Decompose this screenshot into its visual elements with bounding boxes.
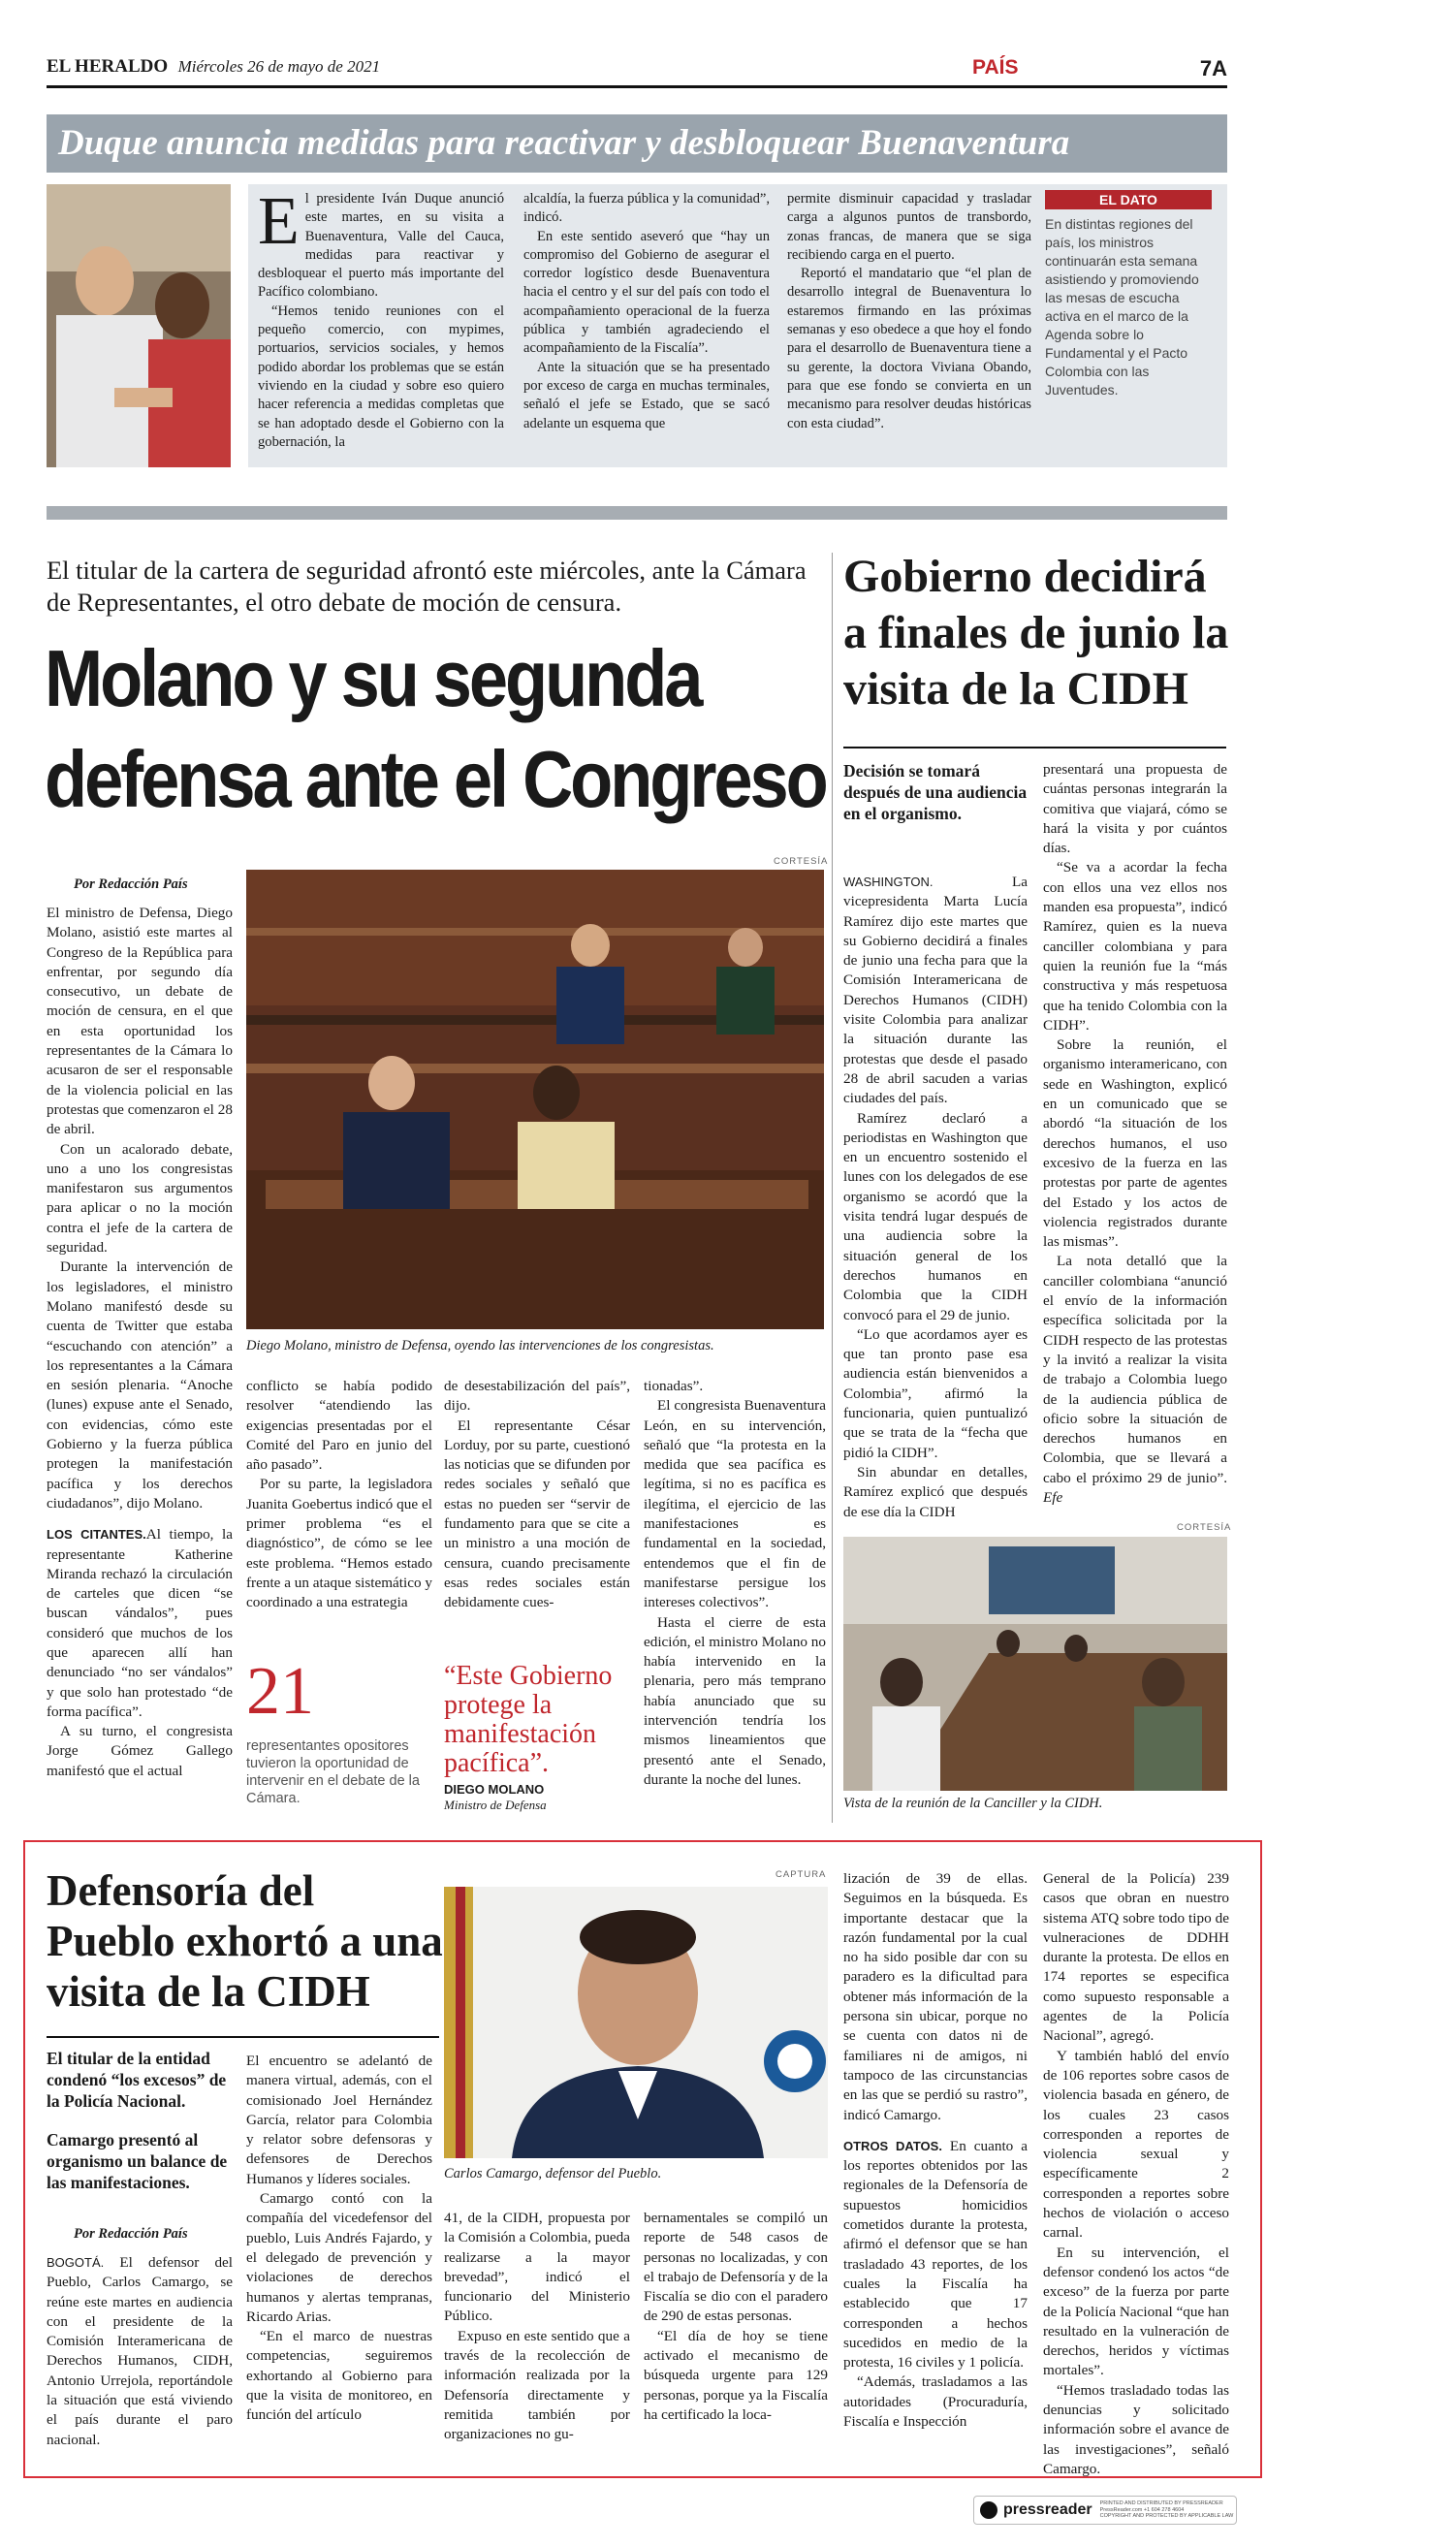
top-story-band [47, 114, 1227, 173]
bottom-col3-p2: Expuso en este sentido que a través de la recolección de información realizada por la Defensoría directamente y remitida también por organizaciones no gu- [444, 2327, 630, 2443]
drop-cap: E [258, 184, 300, 259]
main-col1-p5: A su turno, el congresista Jorge Gómez Gallego manifestó que el actual [47, 1723, 233, 1779]
cidh-meeting-photo [843, 1537, 1227, 1791]
top-col3-p1: permite disminuir capacidad y trasladar carga a algunos puntos de transbordo, zonas francas, de manera que se siga recibiendo carga en el puerto. [787, 191, 1031, 263]
main-col4 [644, 1377, 826, 1817]
top-col2-p1: alcaldía, la fuerza pública y la comunidad”, indicó. [523, 191, 770, 226]
main-col4-p3: Hasta el cierre de esta edición, el ministro Molano no había intervenido en la plenaria, pero más temprano había anunciado que su intervención tendría los mismos lineamientos que presentó ante el Senado, durante la noche del lunes. [644, 1613, 826, 1788]
pressreader-logo[interactable] [973, 2496, 1237, 2525]
main-col1-p4-wrap [47, 1525, 233, 1722]
bottom-col2 [246, 2052, 432, 2470]
main-col2-p2: Por su parte, la legisladora Juanita Goebertus indicó que el primer problema “es el diagnóstico”, de cómo se lee este problema. “Hemos estado frente a un ataque sistemático y coordinado a una estrategia [246, 1476, 432, 1611]
main-byline: Por Redacción País [74, 876, 188, 892]
main-col3-p2: El representante César Lorduy, por su parte, cuestionó las noticias que se difunden por redes sociales y señaló que estas no pueden ser “servir de fundamento para que se cite a un ministro a una moción de censura, cuando precisamente esas redes sociales están debidamente cues- [444, 1417, 630, 1611]
bottom-col5 [843, 1869, 1028, 2470]
bottom-col4-p2: “El día de hoy se tiene activado el mecanismo de búsqueda urgente para 129 personas, porque ya la Fiscalía ha certificado la loca- [644, 2327, 828, 2423]
pressreader-brand: pressreader [1003, 2501, 1092, 2518]
top-story-col1 [258, 184, 504, 460]
bottom-col5-p2-wrap [843, 2137, 1028, 2373]
bottom-col4 [644, 2209, 828, 2470]
bottom-col1-keyword: BOGOTÁ. [47, 2255, 105, 2270]
molano-photo-art [246, 870, 824, 1329]
page-header [47, 56, 1227, 88]
duque-photo-art [47, 184, 231, 467]
bottom-col3 [444, 2209, 630, 2470]
bottom-col3-p1: 41, de la CIDH, propuesta por la Comisión a Colombia, pueda realizarse a la mayor brevedad”, indicó el funcionario del Ministerio Público. [444, 2210, 630, 2325]
main-col4-p2: El congresista Buenaventura León, en su intervención, señaló que “la protesta en la medida que sea pacífica es legítima, si no es pacífica es ilegítima, el ejercicio de las manifestaciones es fundamental en la sociedad, entendemos que el fin de manifestarse persigue los intereses colectivos”. [644, 1397, 826, 1611]
side-headline: Gobierno decidirá a finales de junio la visita de la CIDH [843, 551, 1229, 715]
bottom-dek2: Camargo presentó al organismo un balance de las manifestaciones. [47, 2130, 228, 2192]
side-col1-p1-wrap [843, 873, 1028, 1109]
bottom-col1 [47, 2253, 233, 2468]
section-name: PAÍS [972, 56, 1019, 79]
bottom-col2-p1: El encuentro se adelantó de manera virtual, además, con el comisionado Joel Hernández García, relator para Colombia y relator sobre defensoras y defensores de Derechos Humanos y líderes sociales. [246, 2053, 432, 2187]
main-col2-p1: conflicto se había podido resolver “atendiendo las exigencias presentadas por el Comité del Paro en junio del año pasado”. [246, 1378, 432, 1474]
side-col2-p4-wrap [1043, 1252, 1227, 1508]
pull-quote: “Este Gobierno protege la manifestación pacífica”. [444, 1661, 613, 1778]
bottom-col4-p1: bernamentales se compiló un reporte de 548 casos de personas no localizadas, y con el trabajo de Defensoría y de la Fiscalía se dio con el paradero de 290 de estas personas. [644, 2210, 828, 2325]
top-col1-lead: l presidente Iván Duque anunció este martes, en su visita a Buenaventura, Valle del Cauca, medidas para reactivar y desbloquear el puerto más importante del Pacífico colombiano. [258, 191, 504, 301]
side-col1-p3: “Lo que acordamos ayer es que tan pronto pase esa audiencia están bienvenidos a Colombia”, afirmó la funcionaria, quien puntualizó que se trata de la “fecha que pidió la CIDH”. [843, 1325, 1028, 1461]
molano-photo [246, 870, 824, 1329]
main-col1-keyword: LOS CITANTES. [47, 1527, 146, 1543]
side-col1-p2: Ramírez declaró a periodistas en Washington que en un encuentro sostenido el lunes con los delegados de ese organismo se acordó que la visita tendrá lugar después de una audiencia sobre la situación general de los derechos humanos en Colombia que la CIDH convocó para el 29 de junio. [843, 1109, 1028, 1323]
bottom-col5-p2: En cuanto a los reportes obtenidos por las regionales de la Defensoría de supuestos homicidios cometidos durante la protesta, afirmó el defensor que se han trasladado 43 reportes, de los cuales la Fiscalía ha establecido que 17 corresponden a hechos sucedidos en medio de la protesta, 16 civiles y 1 policía. [843, 2137, 1028, 2372]
side-col2-sign: Efe [1043, 1488, 1063, 1506]
side-col2-p4: La nota detalló que la canciller colombiana “anunció el envío de la información específica solicitada por la CIDH respecto de las protestas y la invitó a realizar la visita de trabajo a Colombia luego de la audiencia pública de oficio sobre la situación de derechos humanos en Colombia, que se llevará a cabo el próximo 29 de junio”. [1043, 1253, 1227, 1486]
side-col2-p2: “Se va a acordar la fecha con ellos una vez ellos nos manden esa propuesta”, indicó Ramírez, quien es la nueva canciller colombiana y para quien la reunión fue la “más constructiva y más respetuosa que ha tenido Colombia con la CIDH”. [1043, 859, 1227, 1034]
main-photo-credit: CORTESÍA [774, 856, 829, 867]
fine-print-2: PressReader.com +1 604 278 4604 [1099, 2506, 1185, 2513]
fine-print-3: COPYRIGHT AND PROTECTED BY APPLICABLE LAW [1099, 2513, 1234, 2520]
duque-photo [47, 184, 231, 467]
pressreader-fine-print [1100, 2500, 1234, 2520]
edition-date: Miércoles 26 de mayo de 2021 [177, 57, 381, 76]
stat-number: 21 [246, 1654, 314, 1729]
main-col3-p1: de desestabilización del país”, dijo. [444, 1378, 630, 1415]
divider-band [47, 506, 1227, 520]
main-col3 [444, 1377, 630, 1619]
main-col1-p3: Durante la intervención de los legisladores, el ministro Molano manifestó desde su cuenta de Twitter que estaba “escuchando con atención” a los representantes a la Cámara en sesión plenaria. “Anoche (lunes) expuse ante el Senado, con evidencias, cómo este Gobierno y la fuerza pública protegen la manifestación pacífica y los derechos ciudadanos”, dijo Molano. [47, 1258, 233, 1512]
bottom-col1-p1-wrap [47, 2253, 233, 2450]
camargo-photo-caption: Carlos Camargo, defensor del Pueblo. [444, 2166, 662, 2181]
cidh-photo-caption: Vista de la reunión de la Canciller y la CIDH. [843, 1796, 1103, 1811]
top-story-headline: Duque anuncia medidas para reactivar y desbloquear Buenaventura [58, 123, 1070, 163]
top-story-col2 [523, 190, 770, 460]
side-col1 [843, 873, 1028, 1520]
paper-name: EL HERALDO [47, 56, 169, 77]
dato-text: En distintas regiones del país, los ministros continuarán esta semana asistiendo y promoviendo las mesas de escucha activa en el marco de la Agenda sobre lo Fundamental y el Pacto Colombia con las Juventudes. [1045, 216, 1199, 398]
bottom-headline: Defensoría del Pueblo exhortó a una visita de la CIDH [47, 1866, 443, 2016]
main-col1-p1: El ministro de Defensa, Diego Molano, asistió este martes al Congreso de la República para enfrentar, por segundo día consecutivo, un debate de moción de censura, en el que en esta oportunidad los representantes de la Cámara lo acusaron de ser el responsable de la violencia policial en las protestas que comenzaron el 28 de abril. [47, 905, 233, 1138]
top-col3-p2: Reportó el mandatario que “el plan de desarrollo integral de Buenaventura lo estaremos firmando en las próximas semanas y eso obedece a que hoy el fondo para el desarrollo de Buenaventura tiene a su gerente, la doctora Viviana Obando, para que ese fondo se convierta en un mecanismo para resolver deudas históricas con esta ciudad”. [787, 266, 1031, 431]
pressreader-icon [980, 2501, 997, 2519]
main-col1-p4: Al tiempo, la representante Katherine Miranda rechazó la circulación de carteles que dicen “se buscan vándalos”, pues consideró que muchos de los que aparecen allí han denunciado “no ser vándalos” y que solo han protestado “de forma pacífica”. [47, 1526, 233, 1720]
bottom-col6 [1043, 1869, 1229, 2477]
side-dek: Decisión se tomará después de una audiencia en el organismo. [843, 761, 1028, 823]
cidh-meeting-photo-art [843, 1537, 1227, 1791]
main-col1 [47, 904, 233, 1823]
side-col1-p1: La vicepresidenta Marta Lucía Ramírez dijo este martes que su Gobierno decidirá a finales de junio una fecha para que la Comisión Interamericana de Derechos Humanos (CIDH) visite Colombia para analizar la situación durante las protestas que desde el pasado 28 de abril sacuden a varias ciudades del país. [843, 874, 1028, 1107]
bottom-col6-p4: “Hemos trasladado todas las denuncias y solicitado información sobre el avance de las investigaciones”, señaló Camargo. [1043, 2381, 1229, 2477]
dato-label: EL DATO [1045, 190, 1212, 209]
main-headline [45, 628, 826, 830]
quote-name: DIEGO MOLANO [444, 1782, 545, 1797]
side-rule [843, 747, 1226, 748]
main-headline-line1: Molano y su segunda [45, 633, 701, 723]
top-col1-p2: “Hemos tenido reuniones con el pequeño comercio, con mypimes, portuarios, servicios sociales, y hemos podido abordar los problemas que se están viviendo en la ciudad y sobre eso quiero hacer referencia a medidas completas que se han adoptado desde el Gobierno con la gobernación, la [258, 302, 504, 450]
top-col2-p2: En este sentido aseveró que “hay un compromiso del Gobierno de asegurar el corredor logístico desde Buenaventura hacia el centro y el sur del país con todo el acompañamiento operacional de la fuerza pública y también agradeciendo el acompañamiento de la Fiscalía”. [523, 228, 770, 357]
side-col2-p3: Sobre la reunión, el organismo interamericano, con sede en Washington, explicó en un comunicado que se abordó “la situación de los derechos humanos, el uso excesivo de la fuerza en las protestas por parte de agentes del Estado y los actos de violencia registrados durante las mismas”. [1043, 1036, 1227, 1251]
bottom-col5-p1: lización de 39 de ellas. Seguimos en la búsqueda. Es importante destacar que la razón fundamental por la cual no ha sido posible dar con su paradero es la dificultad para obtener más información de la persona sin ubicar, porque no se cuenta con datos ni de familiares ni de amigos, ni tampoco de las circunstancias en las que se perdió su rastro”, indicó Camargo. [843, 1870, 1028, 2123]
side-col1-keyword: WASHINGTON. [843, 875, 934, 889]
side-col1-p4: Sin abundar en detalles, Ramírez explicó que después de ese día la CIDH [843, 1463, 1028, 1520]
bottom-col6-p2: Y también habló del envío de 106 reportes sobre casos de violencia basada en género, de los cuales 23 casos corresponden a reportes de violencia sexual y específicamente 2 corresponden a reportes sobre hechos de violación o acceso carnal. [1043, 2047, 1229, 2242]
bottom-byline: Por Redacción País [74, 2226, 188, 2242]
camargo-photo-art [444, 1887, 828, 2158]
bottom-rule [47, 2036, 439, 2038]
camargo-photo [444, 1887, 828, 2158]
bottom-col6-p1: General de la Policía) 239 casos que obran en nuestro sistema ATQ sobre todo tipo de vulneraciones de DDHH durante la protesta. De ellos en 174 reportes se especifica como supuesto responsable a agentes de la Policía Nacional”, agregó. [1043, 1870, 1229, 2045]
side-photo-credit: CORTESÍA [1177, 1522, 1232, 1533]
side-divider [832, 553, 833, 1823]
stat-text: representantes opositores tuvieron la oportunidad de intervenir en el debate de la Cámara. [246, 1738, 420, 1806]
side-col2 [1043, 760, 1227, 1514]
side-col2-p1: presentará una propuesta de cuántas personas integrarán la comitiva que viajará, cómo se hará la visita y por cuántos días. [1043, 761, 1227, 857]
main-headline-line2: defensa ante el Congreso [45, 734, 826, 824]
bottom-col2-p3: “En el marco de nuestras competencias, seguiremos exhortando al Gobierno para que la visita de monitoreo, en función del artículo [246, 2328, 432, 2424]
main-kicker: El titular de la cartera de seguridad afrontó este miércoles, ante la Cámara de Representantes, el otro debate de moción de censura. [47, 556, 807, 617]
bottom-col5-keyword: OTROS DATOS. [843, 2138, 942, 2153]
page-number: 7A [1199, 56, 1227, 80]
fine-print-1: PRINTED AND DISTRIBUTED BY PRESSREADER [1099, 2500, 1223, 2507]
molano-photo-caption: Diego Molano, ministro de Defensa, oyendo las intervenciones de los congresistas. [246, 1338, 714, 1353]
bottom-col6-p3: En su intervención, el defensor condenó los actos “de exceso” de la fuerza por parte de la Policía Nacional “que han resultado en la vulneración de derechos, heridos y víctimas mortales”. [1043, 2244, 1229, 2379]
top-col2-p3: Ante la situación que se ha presentado por exceso de carga en muchas terminales, señaló el jefe se Estado, que se sacó adelante un esquema que [523, 359, 770, 431]
bottom-dek1: El titular de la entidad condenó “los excesos” de la Policía Nacional. [47, 2049, 227, 2111]
main-col4-p1: tionadas”. [644, 1378, 704, 1394]
main-col2 [246, 1377, 432, 1611]
bottom-col5-p3: “Además, trasladamos a las autoridades (Procuraduría, Fiscalía e Inspección [843, 2373, 1028, 2431]
quote-role: Ministro de Defensa [444, 1798, 547, 1812]
bottom-col2-p2: Camargo contó con la compañía del vicedefensor del pueblo, Luis Andrés Fajardo, y el delegado de prevención y violaciones de derechos humanos y alertas tempranas, Ricardo Arias. [246, 2190, 432, 2325]
bottom-photo-credit: CAPTURA [775, 1869, 827, 1880]
main-col1-p2: Con un acalorado debate, uno a uno los congresistas manifestaron sus argumentos para aplicar o no la moción contra el jefe de la cartera de seguridad. [47, 1140, 233, 1257]
bottom-col1-p1: El defensor del Pueblo, Carlos Camargo, se reúne este martes en audiencia con el presidente de la Comisión Interamericana de Derechos Humanos, CIDH, Antonio Urrejola, reportándole la situación que está viviendo el país durante el paro nacional. [47, 2254, 233, 2448]
top-story-col3 [787, 190, 1031, 460]
